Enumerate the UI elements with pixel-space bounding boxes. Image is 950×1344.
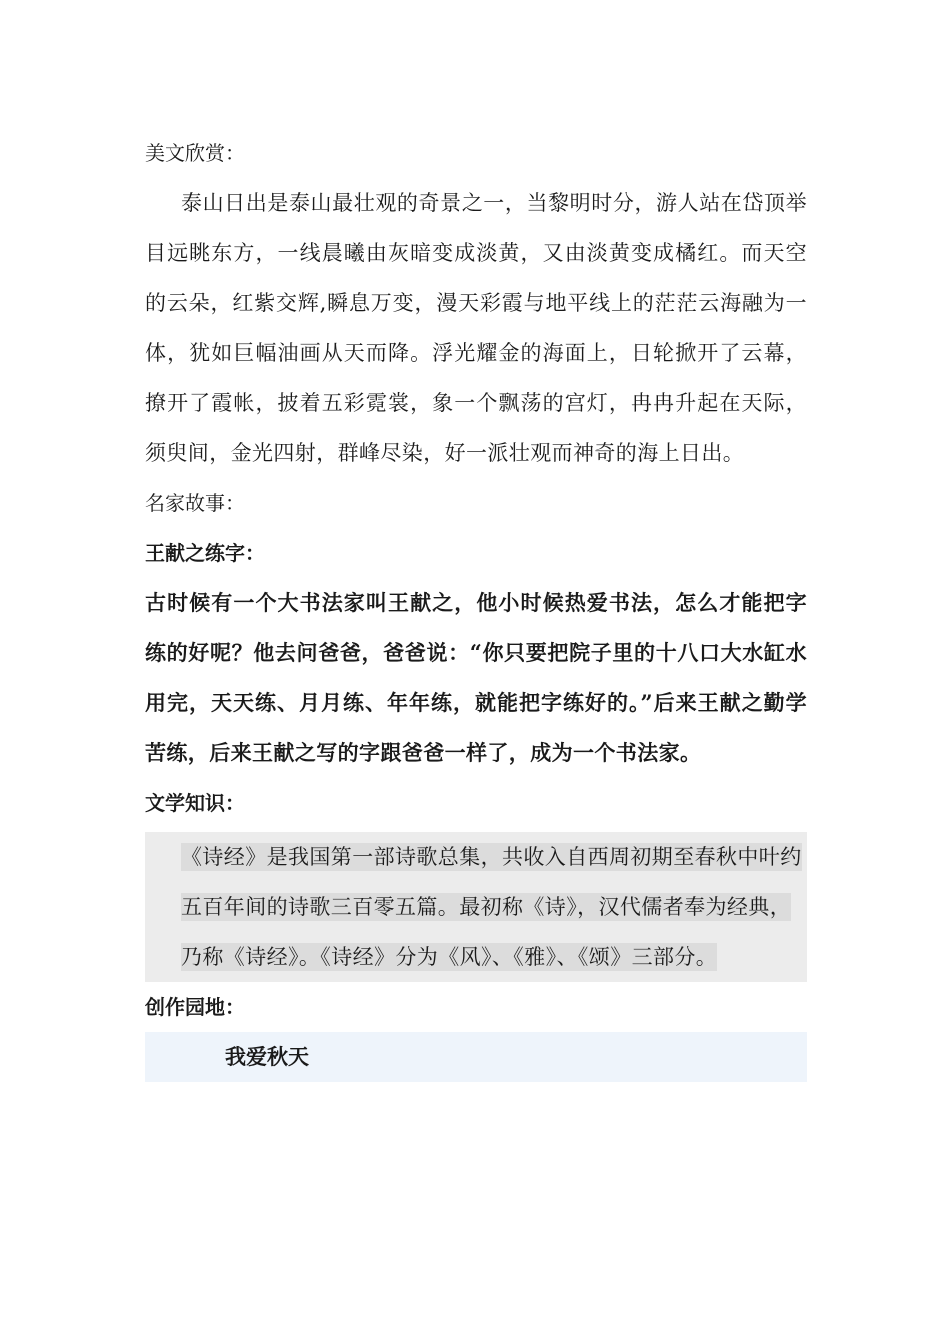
knowledge-text: 《诗经》是我国第一部诗歌总集，共收入自西周初期至春秋中叶约五百年间的诗歌三百零五篇。最初称《诗》，汉代儒者奉为经典，乃称《诗经》。《诗经》分为《风》、《雅》、《颂》三部分。 xyxy=(181,845,802,969)
document-content xyxy=(145,128,807,1082)
story-subheading: 王献之练字： xyxy=(145,541,265,565)
story-text: 古时候有一个大书法家叫王献之，他小时候热爱书法，怎么才能把字练的好呢？他去问爸爸，爸爸说：“你只要把院子里的十八口大水缸水用完，天天练、月月练、年年练，就能把字练好的。”后来王献之勤学苦练，后来王献之写的字跟爸爸一样了，成为一个书法家。 xyxy=(145,590,807,765)
creation-block xyxy=(145,1032,807,1082)
appreciation-heading: 美文欣赏： xyxy=(145,141,245,165)
story-heading: 名家故事： xyxy=(145,491,245,515)
creation-title: 我爱秋天 xyxy=(225,1044,309,1069)
knowledge-block xyxy=(145,832,807,982)
creation-heading: 创作园地： xyxy=(145,995,245,1019)
knowledge-heading: 文学知识： xyxy=(145,791,245,815)
appreciation-text: 泰山日出是泰山最壮观的奇景之一，当黎明时分，游人站在岱顶举目远眺东方，一线晨曦由灰暗变成淡黄，又由淡黄变成橘红。而天空的云朵，红紫交辉,瞬息万变，漫天彩霞与地平线上的茫茫云海融为一体，犹如巨幅油画从天而降。浮光耀金的海面上，日轮掀开了云幕，撩开了霞帐，披着五彩霓裳，象一个飘荡的宫灯，冉冉升起在天际，须臾间，金光四射，群峰尽染，好一派壮观而神奇的海上日出。 xyxy=(145,191,807,465)
